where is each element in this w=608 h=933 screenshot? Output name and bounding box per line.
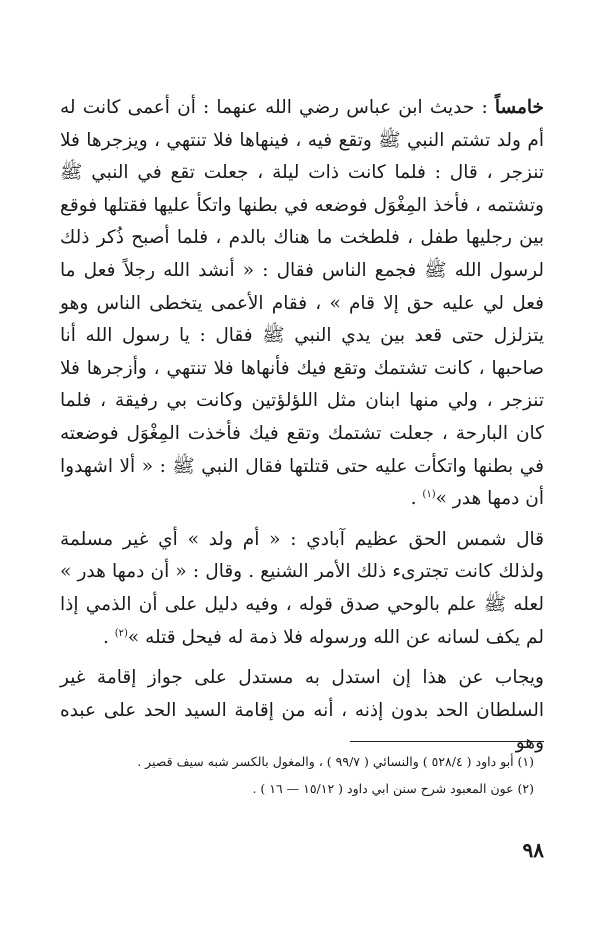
footnotes	[60, 748, 534, 802]
paragraph-1-end: .	[410, 488, 423, 510]
page-number: ٩٨	[522, 838, 544, 862]
footnote-2: (٢) عون المعبود شرح سنن ابي داود ( ١٥/١٢ — ١٦ ) .	[252, 781, 534, 796]
footnote-ref-2: (٢)	[114, 627, 128, 639]
paragraph-2-text: قال شمس الحق عظيم آبادي : « أم ولد » أي غير مسلمة ولذلك كانت تجترىء ذلك الأمر الشنيع . وقال : « أن دمها هدر » لعله ﷺ علم بالوحي صدق قوله ، وفيه دليل على أن الذمي إذا لم يكف لسانه عن الله ورسوله فلا ذمة له فيحل قتله »	[60, 528, 544, 648]
footnote-1: (١) أبو داود ( ٥٢٨/٤ ) والنسائي ( ٩٩/٧ ) ، والمغول بالكسر شبه سيف قصير .	[137, 754, 534, 769]
paragraph-1	[60, 92, 544, 516]
footnote-separator	[350, 741, 544, 742]
paragraph-lead: خامساً	[494, 97, 544, 118]
paragraph-2	[60, 524, 544, 654]
paragraph-1-text: : حديث ابن عباس رضي الله عنهما : أن أعمى كانت له أم ولد تشتم النبي ﷺ وتقع فيه ، فينهاها فلا تنتهي ، ويزجرها فلا تنزجر ، قال : فلما كانت ذات ليلة ، جعلت تقع في النبي ﷺ وتشتمه ، فأخذ المِغْوَل فوضعه في بطنها واتكأ عليها فقتلها فوقع بين رجليها طفل ، فلطخت ما هناك بالدم ، فلما أصبح ذُكر ذلك لرسول الله ﷺ فجمع الناس فقال : « أنشد الله رجلاً فعل ما فعل لي عليه حق إلا قام » ، فقام الأعمى يتخطى الناس وهو يتزلزل حتى قعد بين يدي النبي ﷺ فقال : يا رسول الله أنا صاحبها ، كانت تشتمك وتقع فيك فأنهاها فلا تنتهي ، وأزجرها فلا تنزجر ، ولي منها ابنان مثل اللؤلؤتين وكانت بي رفيقة ، فلما كان البارحة ، جعلت تشتمك وتقع فيك فأخذت المِغْوَل فوضعته في بطنها واتكأت عليه حتى قتلتها فقال النبي ﷺ : « ألا اشهدوا أن دمها هدر »	[60, 97, 544, 510]
paragraph-3: ويجاب عن هذا إن استدل به مستدل على جواز إقامة غير السلطان الحد بدون إذنه ، أنه من إقامة السيد الحد على عبده وهو	[60, 667, 544, 754]
paragraph-2-end: .	[102, 626, 115, 648]
main-text	[60, 92, 544, 760]
footnote-ref-1: (١)	[422, 488, 436, 500]
